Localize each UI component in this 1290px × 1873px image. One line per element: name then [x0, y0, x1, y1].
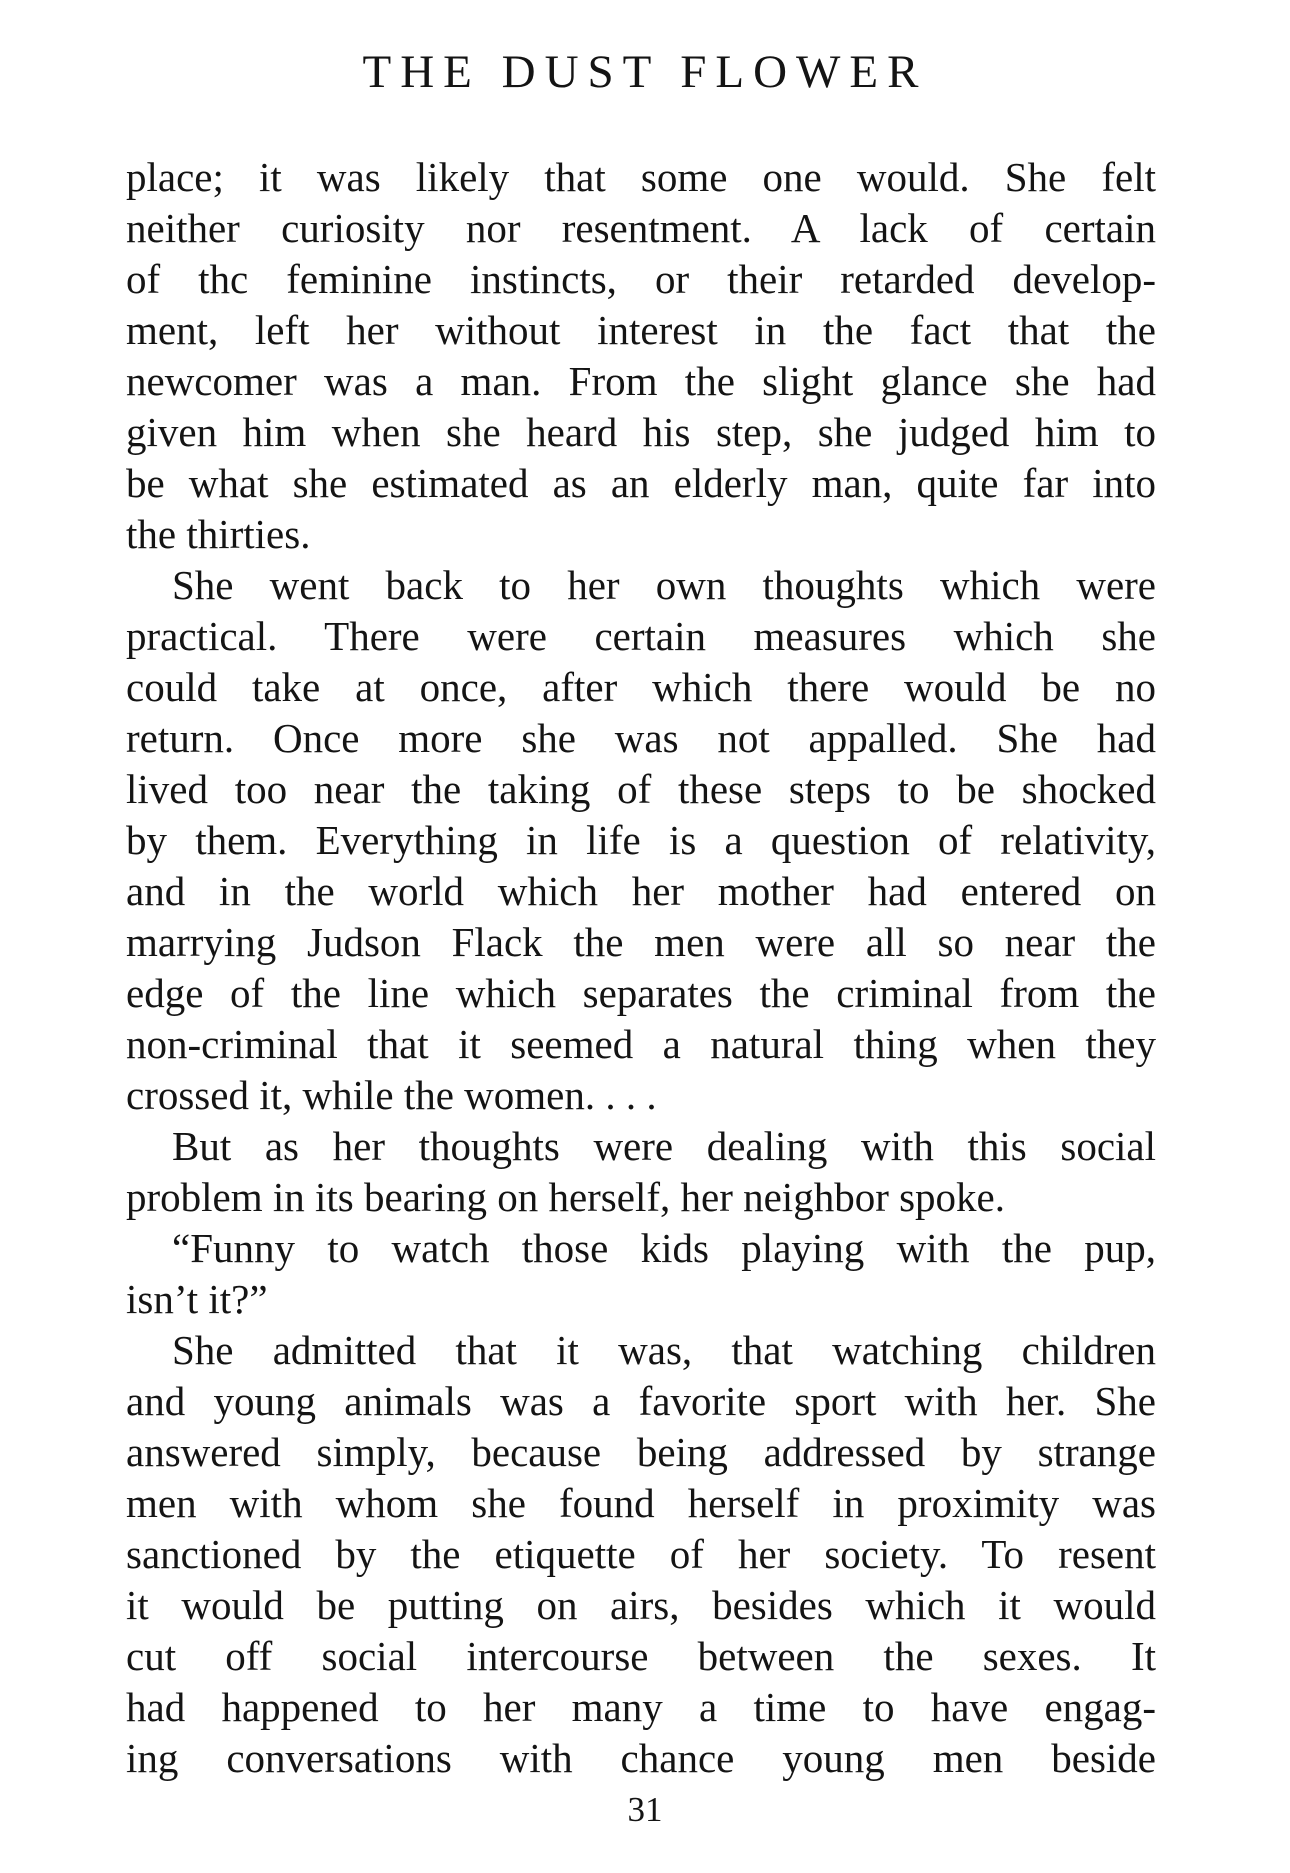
text-line: and in the world which her mother had entered on	[126, 868, 1156, 914]
text-line: non-criminal that it seemed a natural thing when they	[126, 1021, 1156, 1067]
text-line: and young animals was a favorite sport with her. She	[126, 1378, 1156, 1424]
text-line: newcomer was a man. From the slight glance she had	[126, 358, 1156, 404]
text-line: “Funny to watch those kids playing with the pup,	[172, 1225, 1156, 1271]
text-line: place; it was likely that some one would. She felt	[126, 154, 1156, 200]
text-line: of thc feminine instincts, or their retarded develop-	[126, 256, 1156, 302]
running-head: THE DUST FLOWER	[362, 46, 928, 98]
text-line: edge of the line which separates the criminal from the	[126, 970, 1156, 1016]
text-line: isn’t it?”	[126, 1276, 268, 1322]
text-line: by them. Everything in life is a question of relativity,	[126, 817, 1156, 863]
text-line: answered simply, because being addressed by strange	[126, 1429, 1156, 1475]
text-line: return. Once more she was not appalled. She had	[126, 715, 1156, 761]
text-line: But as her thoughts were dealing with this social	[172, 1123, 1156, 1169]
text-line: could take at once, after which there would be no	[126, 664, 1156, 710]
text-line: She admitted that it was, that watching children	[172, 1327, 1156, 1373]
page-number: 31	[627, 1790, 663, 1829]
text-line: problem in its bearing on herself, her neighbor spoke.	[126, 1174, 1005, 1220]
text-line: lived too near the taking of these steps to be shocked	[126, 766, 1156, 812]
text-line: men with whom she found herself in proximity was	[126, 1480, 1156, 1526]
text-line: neither curiosity nor resentment. A lack of certain	[126, 205, 1156, 251]
text-line: cut off social intercourse between the sexes. It	[126, 1633, 1156, 1679]
text-line: crossed it, while the women. . . .	[126, 1072, 657, 1118]
text-line: given him when she heard his step, she judged him to	[126, 409, 1156, 455]
text-line: sanctioned by the etiquette of her society. To resent	[126, 1531, 1156, 1577]
text-line: She went back to her own thoughts which were	[172, 562, 1156, 608]
text-line: ing conversations with chance young men beside	[126, 1735, 1156, 1781]
text-line: it would be putting on airs, besides which it would	[126, 1582, 1156, 1628]
text-line: had happened to her many a time to have engag-	[126, 1684, 1156, 1730]
text-line: marrying Judson Flack the men were all so near the	[126, 919, 1156, 965]
text-line: practical. There were certain measures which she	[126, 613, 1156, 659]
text-line: the thirties.	[126, 511, 311, 557]
text-line: be what she estimated as an elderly man, quite far into	[126, 460, 1156, 506]
body-text	[126, 152, 1156, 1784]
text-line: ment, left her without interest in the fact that the	[126, 307, 1156, 353]
